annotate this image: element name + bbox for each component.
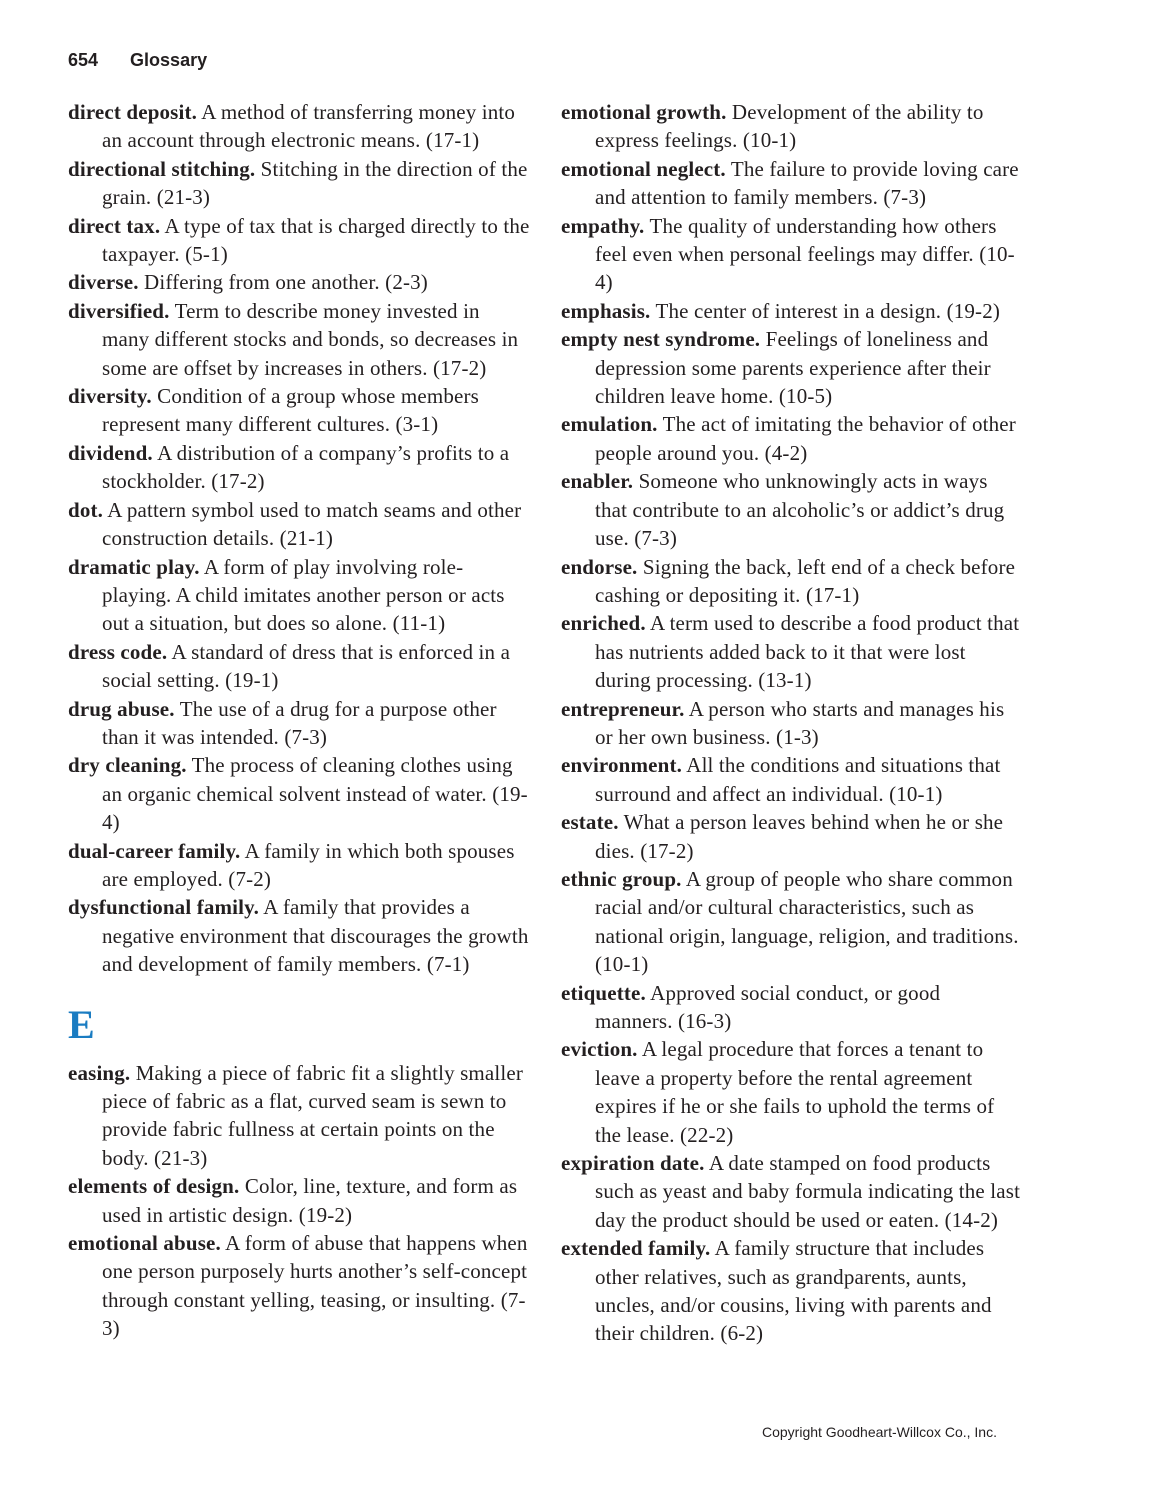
copyright-notice: Copyright Goodheart-Willcox Co., Inc. [762, 1424, 997, 1440]
glossary-entry [68, 1059, 530, 1173]
page-title: Glossary [130, 50, 208, 70]
glossary-term: easing. [68, 1060, 131, 1085]
glossary-entry [561, 1234, 1023, 1348]
glossary-term: dot. [68, 497, 104, 522]
glossary-entry [68, 382, 530, 439]
glossary-term: emotional neglect. [561, 156, 726, 181]
glossary-definition: A form of abuse that happens when one person purposely hurts another’s self-concept through constant yelling, teasing, or insulting. (7-3) [102, 1231, 528, 1341]
glossary-entry [68, 155, 530, 212]
glossary-definition: A legal procedure that forces a tenant to leave a property before the rental agreement expires if he or she fails to uphold the terms of the lease. (22-2) [595, 1037, 995, 1147]
glossary-term: emotional growth. [561, 100, 727, 124]
section-letter: E [68, 1001, 95, 1047]
glossary-entry [68, 98, 530, 155]
glossary-term: dual-career family. [68, 838, 241, 863]
glossary-definition: The use of a drug for a purpose other than it was intended. (7-3) [102, 696, 497, 749]
glossary-entry [561, 98, 1023, 155]
glossary-entry [561, 325, 1023, 410]
glossary-term: directional stitching. [68, 156, 256, 181]
glossary-definition: Term to describe money invested in many different stocks and bonds, so decreases in some are offset by increases in others. (17-2) [102, 298, 519, 380]
glossary-definition: Condition of a group whose members represent many different cultures. (3-1) [102, 384, 479, 437]
glossary-definition: A group of people who share common racial and/or cultural characteristics, such as national origin, language, religion, and traditions. (10-1) [595, 866, 1019, 977]
glossary-entry [561, 979, 1023, 1036]
glossary-entry [68, 553, 530, 638]
glossary-entry [68, 297, 530, 382]
glossary-term: dividend. [68, 440, 153, 465]
glossary-definition: A type of tax that is charged directly to the taxpayer. (5-1) [102, 213, 530, 267]
entry-list [68, 98, 530, 979]
glossary-entry [561, 467, 1023, 552]
page-number: 654 [68, 50, 99, 70]
glossary-term: diversity. [68, 384, 152, 409]
glossary-definition: All the conditions and situations that surround and affect an individual. (10-1) [595, 753, 1001, 806]
glossary-term: endorse. [561, 554, 638, 579]
glossary-definition: Someone who unknowingly acts in ways that contribute to an alcoholic’s or addict’s drug use. (7-3) [595, 469, 1005, 551]
entry-list [68, 1059, 530, 1343]
glossary-term: diversified. [68, 298, 170, 323]
left-column [68, 98, 530, 1343]
glossary-term: emotional abuse. [68, 1231, 221, 1256]
glossary-term: estate. [561, 810, 619, 835]
glossary-definition: A family structure that includes other relatives, such as grandparents, aunts, uncles, and/or cousins, living with parents and their children. (6-2) [595, 1236, 992, 1346]
glossary-definition: Approved social conduct, or good manners. (16-3) [595, 980, 941, 1033]
glossary-definition: Differing from one another. (2-3) [144, 270, 428, 295]
glossary-definition: The quality of understanding how others feel even when personal feelings may differ. (10-4) [595, 213, 1015, 295]
glossary-definition: The process of cleaning clothes using an organic chemical solvent instead of water. (19-4) [102, 753, 528, 835]
glossary-definition: The failure to provide loving care and attention to family members. (7-3) [595, 156, 1019, 210]
glossary-definition: A family in which both spouses are employed. (7-2) [102, 838, 515, 891]
glossary-term: empty nest syndrome. [561, 327, 761, 352]
glossary-entry [561, 155, 1023, 212]
entry-list [561, 98, 1023, 1348]
glossary-definition: Signing the back, left end of a check before cashing or depositing it. (17-1) [595, 554, 1016, 607]
glossary-entry [561, 695, 1023, 752]
glossary-definition: Color, line, texture, and form as used in artistic design. (19-2) [102, 1174, 518, 1227]
right-column [561, 98, 1023, 1348]
glossary-entry [68, 893, 530, 978]
glossary-term: enabler. [561, 469, 634, 494]
running-header [68, 50, 207, 71]
glossary-definition: A form of play involving role-playing. A child imitates another person or acts out a situation, but does so alone. (11-1) [102, 554, 505, 636]
glossary-term: elements of design. [68, 1174, 240, 1199]
glossary-entry [561, 609, 1023, 694]
glossary-definition: Development of the ability to express feelings. (10-1) [595, 100, 984, 153]
glossary-definition: A family that provides a negative environment that discourages the growth and development of family members. (7-1) [102, 895, 529, 977]
glossary-definition: What a person leaves behind when he or she dies. (17-2) [595, 810, 1004, 863]
glossary-term: direct tax. [68, 213, 161, 238]
glossary-definition: Making a piece of fabric fit a slightly smaller piece of fabric as a flat, curved seam is sewn to provide fabric fullness at certain points on the body. (21-3) [102, 1060, 523, 1170]
glossary-term: dramatic play. [68, 554, 200, 579]
glossary-term: diverse. [68, 270, 139, 295]
glossary-entry [561, 1035, 1023, 1149]
glossary-definition: A date stamped on food products such as yeast and baby formula indicating the last day the product should be used or eaten. (14-2) [595, 1151, 1021, 1232]
glossary-entry [561, 1149, 1023, 1234]
glossary-term: ethnic group. [561, 866, 682, 891]
glossary-definition: The center of interest in a design. (19-2) [655, 298, 1000, 323]
glossary-entry [561, 751, 1023, 808]
glossary-entry [68, 439, 530, 496]
glossary-entry [561, 410, 1023, 467]
glossary-term: direct deposit. [68, 100, 198, 124]
glossary-definition: A distribution of a company’s profits to a stockholder. (17-2) [102, 440, 510, 494]
glossary-entry [68, 212, 530, 269]
glossary-term: eviction. [561, 1037, 638, 1062]
glossary-definition: A standard of dress that is enforced in a social setting. (19-1) [102, 639, 511, 693]
glossary-term: enriched. [561, 611, 646, 636]
glossary-entry [68, 496, 530, 553]
glossary-term: dysfunctional family. [68, 895, 260, 920]
glossary-term: dress code. [68, 639, 168, 664]
glossary-entry [68, 268, 530, 296]
glossary-entry [68, 1229, 530, 1343]
glossary-definition: Stitching in the direction of the grain. (21-3) [102, 156, 528, 210]
glossary-definition: A person who starts and manages his or her own business. (1-3) [595, 696, 1005, 749]
glossary-term: emulation. [561, 412, 658, 437]
glossary-term: entrepreneur. [561, 696, 685, 721]
glossary-term: dry cleaning. [68, 753, 187, 778]
glossary-term: emphasis. [561, 298, 651, 323]
glossary-definition: The act of imitating the behavior of other people around you. (4-2) [595, 412, 1016, 465]
glossary-entry [561, 865, 1023, 979]
glossary-definition: A pattern symbol used to match seams and other construction details. (21-1) [102, 497, 522, 551]
glossary-entry [68, 1172, 530, 1229]
glossary-entry [68, 837, 530, 894]
glossary-entry [561, 808, 1023, 865]
glossary-term: extended family. [561, 1236, 711, 1261]
glossary-entry [561, 212, 1023, 297]
glossary-definition: Feelings of loneliness and depression some parents experience after their children leave home. (10-5) [595, 327, 991, 409]
glossary-term: expiration date. [561, 1151, 705, 1176]
glossary-entry [561, 553, 1023, 610]
glossary-definition: A method of transferring money into an account through electronic means. (17-1) [102, 100, 516, 153]
glossary-term: etiquette. [561, 980, 646, 1005]
glossary-definition: A term used to describe a food product that has nutrients added back to it that were lost during processing. (13-1) [595, 611, 1020, 693]
glossary-entry [68, 695, 530, 752]
glossary-entry [68, 751, 530, 836]
glossary-entry [561, 297, 1023, 325]
glossary-term: drug abuse. [68, 696, 175, 721]
glossary-term: empathy. [561, 213, 645, 238]
glossary-term: environment. [561, 753, 682, 778]
glossary-entry [68, 638, 530, 695]
